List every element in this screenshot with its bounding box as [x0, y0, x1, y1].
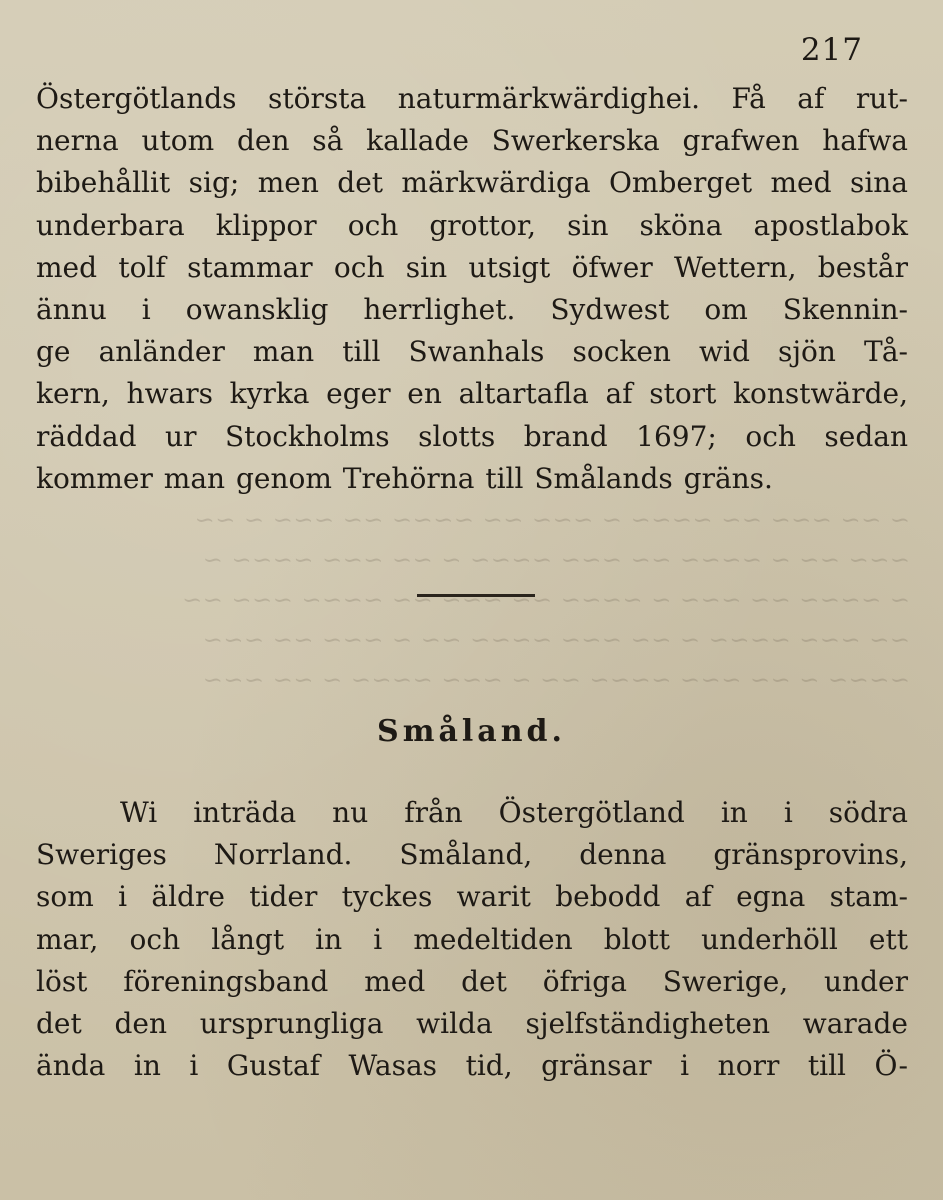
text-line: kern, hwars kyrka eger en altartafla af stort konstwärde, [36, 377, 908, 411]
text-line: ända in i Gustaf Wasas tid, gränsar i norr till Ö- [36, 1049, 908, 1083]
text-line: Östergötlands största naturmärkwärdighei. Få af rut- [36, 82, 908, 115]
text-line: ge anländer man till Swanhals socken wid sjön Tå- [36, 335, 908, 369]
text-line: nerna utom den så kallade Swerkerska grafwen hafwa [36, 124, 908, 158]
page-number: 217 [800, 32, 863, 68]
bleed-through: ~ ~~ ~~~ ~~ ~~~~ ~ ~~~ ~~ ~~~~ ~~ ~~~ ~ ~~ ~~~ ~~ ~ ~~~~ ~~ ~~~ ~~~~ ~ ~~ ~~~ ~~~~ ~ ~ ~~~~ ~~ ~~~ ~ ~~~~ ~~ ~~~ ~~ ~~~~ ~~~ ~~ ~~ ~~~ ~~~~ ~ ~~ ~~~ ~~~~ ~~ ~ ~~~ ~~ ~~~ ~~~~ ~ ~~ ~~~ ~~~~ ~~ ~ ~~~ ~~~~ ~ ~~ ~~~ [181, 506, 910, 694]
text-line: bibehållit sig; men det märkwärdiga Omberget med sina [36, 166, 908, 200]
text-line: räddad ur Stockholms slotts brand 1697; och sedan [36, 419, 908, 453]
text-line: Wi inträda nu från Östergötland in i södra [120, 796, 908, 829]
section-heading: Småland. [377, 714, 566, 749]
text-line: ännu i owansklig herrlighet. Sydwest om Skennin- [36, 292, 908, 326]
text-line: Sweriges Norrland. Småland, denna gränsprovins, [36, 838, 908, 872]
text-line: underbara klippor och grottor, sin sköna apostlabok [36, 208, 908, 242]
text-line: löst föreningsband med det öfriga Swerige, under [36, 964, 908, 998]
text-line: med tolf stammar och sin utsigt öfwer Wettern, består [36, 250, 908, 284]
paragraph-smaland [36, 792, 908, 1087]
section-divider [417, 594, 535, 597]
text-line: det den ursprungliga wilda sjelfständigheten warade [36, 1006, 908, 1040]
text-line: mar, och långt in i medeltiden blott underhöll ett [36, 922, 908, 956]
text-line: kommer man genom Trehörna till Smålands gräns. [36, 461, 773, 495]
paragraph-ostergotland [36, 78, 908, 500]
text-line: som i äldre tider tyckes warit bebodd af egna stam- [36, 880, 908, 914]
